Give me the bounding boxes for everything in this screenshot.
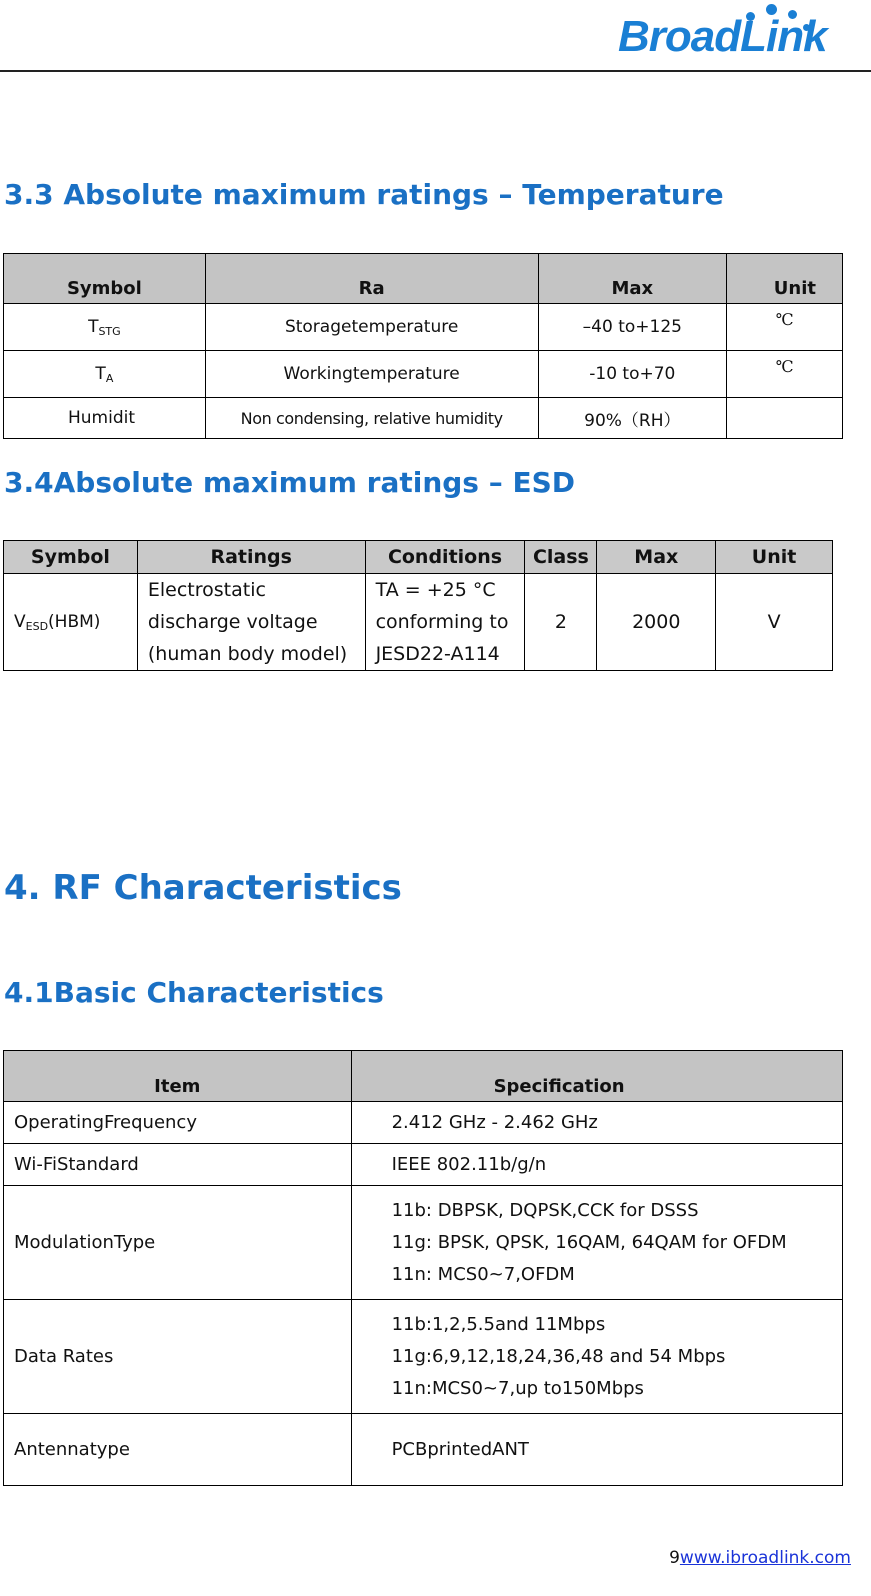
section-heading-temperature: 3.3 Absolute maximum ratings – Temperature (4, 178, 724, 211)
table-header-row (4, 1051, 843, 1102)
table-row (4, 1144, 843, 1186)
section-heading-esd: 3.4Absolute maximum ratings – ESD (4, 466, 575, 499)
header-unit: Unit (716, 541, 833, 574)
table-row (4, 1300, 843, 1414)
ra-cell: Non condensing, relative humidity (205, 398, 538, 439)
conditions-cell: TA = +25 °C conforming to JESD22-A114 (365, 574, 525, 671)
header-ratings: Ratings (137, 541, 365, 574)
table-header-row (4, 541, 833, 574)
table-row (4, 1186, 843, 1300)
ra-cell: Storagetemperature (205, 304, 538, 351)
header-max: Max (538, 254, 727, 304)
header-unit: Unit (727, 254, 843, 304)
spec-cell: PCBprintedANT (351, 1414, 842, 1486)
item-cell: Wi-FiStandard (4, 1144, 352, 1186)
item-cell: ModulationType (4, 1186, 352, 1300)
symbol-cell: VESD(HBM) (4, 574, 138, 671)
header-symbol: Symbol (4, 254, 206, 304)
esd-ratings-table (3, 540, 833, 671)
header-item: Item (4, 1051, 352, 1102)
header-specification: Specification (351, 1051, 842, 1102)
unit-cell: ℃ (727, 351, 843, 398)
logo-text: BroadLink (618, 12, 827, 61)
table-row (4, 574, 833, 671)
symbol-cell: TA (4, 351, 206, 398)
ratings-cell: Electrostatic discharge voltage (human body model) (137, 574, 365, 671)
basic-characteristics-table (3, 1050, 843, 1486)
spec-cell: 2.412 GHz - 2.462 GHz (351, 1102, 842, 1144)
max-cell: -10 to+70 (538, 351, 727, 398)
table-row (4, 304, 843, 351)
spec-cell: 11b:1,2,5.5and 11Mbps 11g:6,9,12,18,24,36,48 and 54 Mbps 11n:MCS0~7,up to150Mbps (351, 1300, 842, 1414)
broadlink-logo (618, 2, 868, 64)
item-cell: Antennatype (4, 1414, 352, 1486)
unit-cell: V (716, 574, 833, 671)
table-row (4, 351, 843, 398)
spec-cell: 11b: DBPSK, DQPSK,CCK for DSSS 11g: BPSK, QPSK, 16QAM, 64QAM for OFDM 11n: MCS0~7,OFDM (351, 1186, 842, 1300)
table-header-row (4, 254, 843, 304)
class-cell: 2 (525, 574, 597, 671)
symbol-cell: Humidit (4, 398, 206, 439)
max-cell: –40 to+125 (538, 304, 727, 351)
page-footer (669, 1548, 851, 1568)
symbol-cell: TSTG (4, 304, 206, 351)
header-max: Max (597, 541, 716, 574)
temperature-ratings-table (3, 253, 843, 439)
page-number: 9 (669, 1548, 680, 1568)
item-cell: Data Rates (4, 1300, 352, 1414)
website-link[interactable]: www.ibroadlink.com (679, 1548, 851, 1568)
table-row (4, 1414, 843, 1486)
header-symbol: Symbol (4, 541, 138, 574)
max-cell: 90%（RH） (538, 398, 727, 439)
max-cell: 2000 (597, 574, 716, 671)
section-heading-basic: 4.1Basic Characteristics (4, 976, 384, 1009)
header-ra: Ra (205, 254, 538, 304)
unit-cell: ℃ (727, 304, 843, 351)
header-class: Class (525, 541, 597, 574)
section-heading-rf: 4. RF Characteristics (4, 868, 402, 908)
header-conditions: Conditions (365, 541, 525, 574)
header-rule (0, 70, 871, 72)
unit-cell (727, 398, 843, 439)
ra-cell: Workingtemperature (205, 351, 538, 398)
item-cell: OperatingFrequency (4, 1102, 352, 1144)
table-row (4, 398, 843, 439)
table-row (4, 1102, 843, 1144)
spec-cell: IEEE 802.11b/g/n (351, 1144, 842, 1186)
